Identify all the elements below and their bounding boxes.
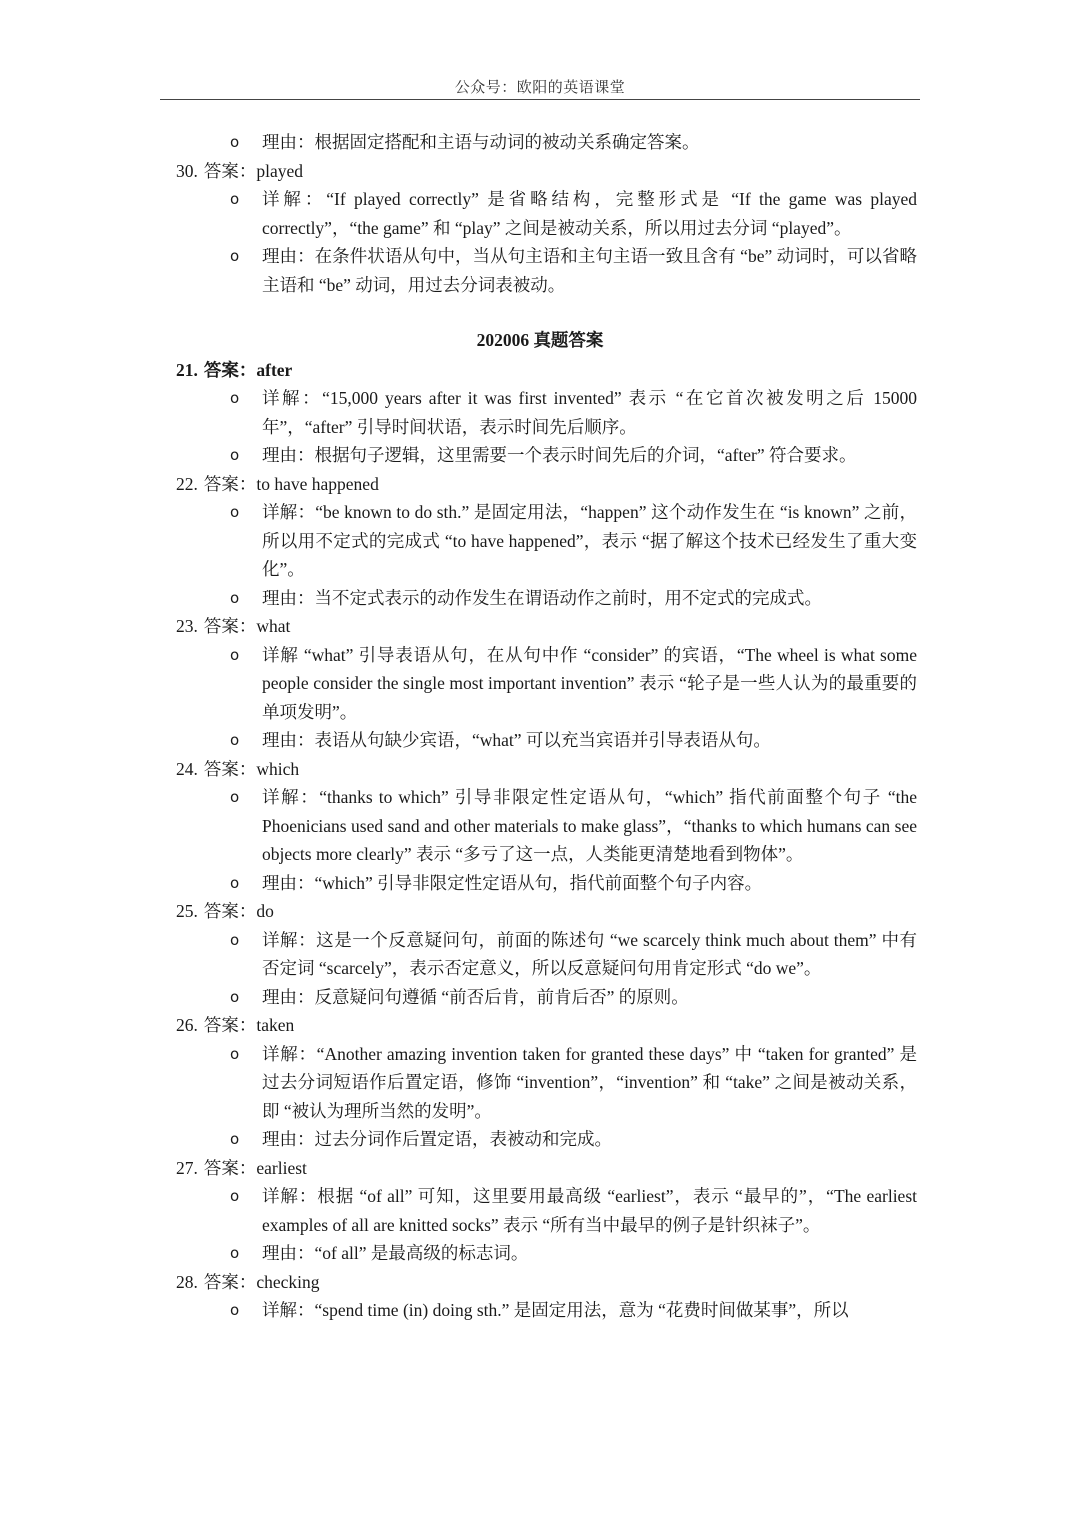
bullet-text: 详解：“15,000 years after it was first invented” 表示 “在它首次被发明之后 15000 年”，“after” 引导时间状语，表示时间先后顺序。: [262, 388, 917, 437]
bullet-item: [230, 1040, 917, 1126]
answer-value: which: [256, 758, 300, 779]
question-number: 25.: [176, 901, 198, 921]
answer-line: [176, 157, 1080, 186]
bullet-item: [230, 498, 917, 584]
answer-value: do: [256, 901, 274, 921]
bullet-marker: o: [230, 788, 240, 806]
bullet-item: [230, 1239, 917, 1268]
bullet-item: [230, 926, 917, 983]
question-number: 21.: [176, 359, 198, 380]
answer-label: 答案：: [203, 901, 257, 921]
answer-value: earliest: [256, 1157, 307, 1178]
bullet-text: 理由：在条件状语从句中，当从句主语和主句主语一致且含有 “be” 动词时，可以省略主语和 “be” 动词，用过去分词表被动。: [262, 246, 917, 295]
question-number: 23.: [176, 616, 198, 636]
bullet-marker: o: [230, 1044, 240, 1063]
bullet-item: [230, 185, 917, 242]
answer-line: [176, 356, 1080, 385]
answer-value: checking: [256, 1271, 320, 1292]
question-number: 27.: [176, 1157, 198, 1178]
bullet-marker: o: [230, 133, 240, 151]
bullet-marker: o: [230, 645, 240, 664]
bullet-marker: o: [230, 190, 240, 208]
bullet-item: [230, 1182, 917, 1239]
bullet-text: 理由：过去分词作后置定语，表被动和完成。: [262, 1129, 612, 1149]
bullet-text: 理由：表语从句缺少宾语，“what” 可以充当宾语并引导表语从句。: [262, 730, 771, 750]
bullet-text: 详解：“be known to do sth.” 是固定用法，“happen” 这个动作发生在 “is known” 之前，所以用不定式的完成式 “to have happened”，表示 “据了解这个技术已经发生了重大变化”。: [262, 502, 917, 579]
answer-line: [176, 897, 1080, 926]
bullet-text: 详解：“spend time (in) doing sth.” 是固定用法，意为 “花费时间做某事”，所以: [262, 1300, 849, 1320]
bullet-marker: o: [230, 1244, 240, 1262]
bullet-item: [230, 1296, 917, 1325]
bullet-text: 详解：“If played correctly” 是省略结构，完整形式是 “If the game was played correctly”，“the game” 和 “play” 之间是被动关系，所以用过去分词 “played”。: [262, 189, 917, 238]
question-number: 24.: [176, 758, 198, 779]
question-number: 22.: [176, 473, 198, 494]
bullet-text: 理由：根据固定搭配和主语与动词的被动关系确定答案。: [262, 132, 700, 152]
answer-label: 答案：: [203, 1015, 257, 1035]
answer-line: [176, 755, 1080, 784]
bullet-item: [230, 983, 917, 1012]
bullet-item: [230, 441, 917, 470]
answer-line: [176, 612, 1080, 641]
answer-value: after: [256, 359, 293, 380]
section-title: 202006 真题答案: [476, 330, 604, 350]
bullet-marker: o: [230, 930, 240, 949]
answer-label: 答案：: [203, 359, 257, 380]
bullet-marker: o: [230, 731, 240, 749]
answer-value: to have happened: [256, 473, 379, 494]
document-body: [0, 128, 1080, 1325]
bullet-item: [230, 869, 917, 898]
bullet-marker: o: [230, 247, 240, 265]
bullet-marker: o: [230, 389, 240, 407]
bullet-text: 详解 “what” 引导表语从句，在从句中作 “consider” 的宾语，“The wheel is what some people consider the single most important invention” 表示 “轮子是一些人认为的最重要的单项发明”。: [262, 644, 917, 722]
bullet-text: 详解：“thanks to which” 引导非限定性定语从句，“which” 指代前面整个句子 “the Phoenicians used sand and other materials to make glass”，“thanks to which humans can see objects more clearly” 表示 “多亏了这一点，人类能更清楚地看到物体”。: [262, 787, 917, 864]
answer-value: what: [256, 616, 291, 636]
bullet-text: 理由：当不定式表示的动作发生在谓语动作之前时，用不定式的完成式。: [262, 587, 822, 608]
bullet-marker: o: [230, 503, 240, 521]
bullet-text: 详解：这是一个反意疑问句，前面的陈述句 “we scarcely think much about them” 中有否定词 “scarcely”，表示否定意义，所以反意疑问句用肯定形式 “do we”。: [262, 929, 917, 978]
bullet-marker: o: [230, 588, 240, 607]
answer-label: 答案：: [203, 473, 257, 494]
bullet-item: [230, 783, 917, 869]
question-number: 30.: [176, 160, 198, 181]
question-number: 28.: [176, 1271, 198, 1292]
bullet-item: [230, 726, 917, 755]
answer-value: played: [256, 160, 304, 181]
bullet-item: [230, 128, 917, 157]
answer-line: [176, 470, 1080, 499]
answer-label: 答案：: [203, 1271, 257, 1292]
answer-label: 答案：: [203, 616, 257, 636]
bullet-marker: o: [230, 1130, 240, 1148]
bullet-item: [230, 242, 917, 299]
bullet-text: 详解：“Another amazing invention taken for granted these days” 中 “taken for granted” 是过去分词短语作后置定语，修饰 “invention”，“invention” 和 “take” 之间是被动关系，即 “被认为理所当然的发明”。: [262, 1043, 917, 1121]
bullet-marker: o: [230, 987, 240, 1006]
bullet-item: [230, 1125, 917, 1154]
bullet-text: 理由：“of all” 是最高级的标志词。: [262, 1243, 529, 1263]
bullet-item: [230, 384, 917, 441]
bullet-item: [230, 641, 917, 727]
bullet-text: 理由：反意疑问句遵循 “前否后肯，前肯后否” 的原则。: [262, 986, 689, 1007]
answer-line: [176, 1011, 1080, 1040]
bullet-marker: o: [230, 446, 240, 464]
answer-value: taken: [256, 1015, 295, 1035]
answer-line: [176, 1268, 1080, 1297]
bullet-text: 理由：“which” 引导非限定性定语从句，指代前面整个句子内容。: [262, 872, 763, 893]
answer-label: 答案：: [203, 1157, 257, 1178]
bullet-text: 理由：根据句子逻辑，这里需要一个表示时间先后的介词，“after” 符合要求。: [262, 445, 857, 465]
page-header: 公众号：欧阳的英语课堂: [454, 80, 626, 96]
bullet-marker: o: [230, 1187, 240, 1205]
answer-line: [176, 1154, 1080, 1183]
question-number: 26.: [176, 1015, 198, 1035]
answer-label: 答案：: [203, 160, 257, 181]
bullet-item: [230, 584, 917, 613]
bullet-text: 详解：根据 “of all” 可知，这里要用最高级 “earliest”，表示 “最早的”，“The earliest examples of all are knitted socks” 表示 “所有当中最早的例子是针织袜子”。: [262, 1186, 917, 1235]
bullet-marker: o: [230, 1301, 240, 1319]
bullet-marker: o: [230, 873, 240, 892]
header-divider: [160, 99, 920, 100]
answer-label: 答案：: [203, 758, 257, 779]
